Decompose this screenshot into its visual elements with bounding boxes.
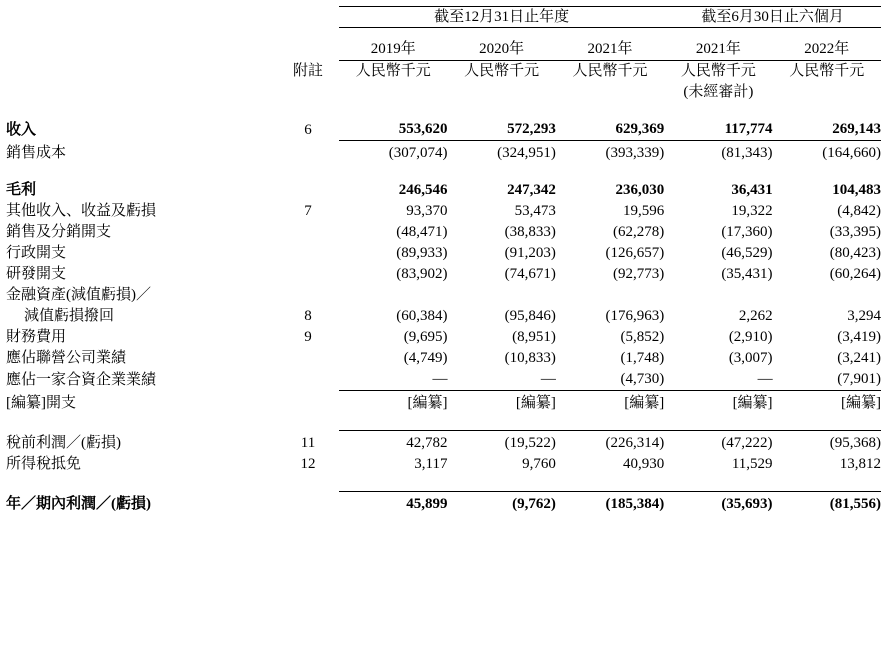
row-value: 45,899 — [339, 492, 447, 516]
row-value: (226,314) — [556, 431, 664, 455]
row-value: (9,695) — [403, 329, 448, 345]
row-value: (5,852) — [620, 329, 665, 345]
row-value: (38,833) — [504, 224, 556, 240]
row-value: 3,294 — [847, 308, 881, 324]
row-value: 9,760 — [522, 456, 556, 472]
row-value: (89,933) — [396, 245, 448, 261]
header-year-2019: 2019年 — [339, 38, 447, 61]
row-value: (46,529) — [721, 245, 773, 261]
row-value: (83,902) — [396, 266, 448, 282]
header-unit-2021-interim: 人民幣千元 — [680, 63, 756, 79]
row-value: [編纂] — [556, 391, 664, 415]
row-value: 93,370 — [406, 203, 448, 219]
row-value: (35,431) — [721, 266, 773, 282]
row-note-ref — [277, 285, 339, 306]
row-label: 毛利 — [6, 182, 37, 198]
row-note-ref: 8 — [304, 308, 312, 324]
row-value: (3,241) — [837, 350, 881, 366]
row-value: (3,419) — [837, 329, 881, 345]
row-value: 19,322 — [731, 203, 773, 219]
row-value: (4,730) — [620, 371, 665, 387]
row-label: 研發開支 — [6, 266, 67, 282]
row-value: (324,951) — [447, 141, 555, 165]
table-row — [6, 243, 881, 264]
row-value: 269,143 — [832, 121, 881, 137]
row-value: [編纂] — [339, 391, 447, 415]
row-value: 246,546 — [398, 182, 448, 198]
table-row — [6, 454, 881, 475]
table-row — [6, 285, 881, 306]
row-label: 稅前利潤／(虧損) — [6, 435, 121, 451]
row-value: 629,369 — [615, 121, 665, 137]
row-value: (17,360) — [721, 224, 773, 240]
header-unaudited-note: (未經審計) — [683, 84, 754, 100]
row-value — [447, 285, 555, 306]
row-value: [編纂] — [773, 391, 881, 415]
row-value: (10,833) — [504, 350, 556, 366]
row-value: (95,846) — [504, 308, 556, 324]
row-note-ref — [277, 141, 339, 165]
row-value: 3,117 — [414, 456, 448, 472]
row-note-ref: 12 — [300, 456, 316, 472]
row-value: (164,660) — [773, 141, 881, 165]
row-note-ref — [277, 180, 339, 201]
row-value: — — [757, 371, 773, 387]
row-value: (60,384) — [396, 308, 448, 324]
row-label: 應佔聯營公司業績 — [6, 350, 127, 366]
row-label: 減值虧損撥回 — [24, 308, 115, 324]
header-year-row — [6, 38, 881, 61]
row-value: (47,222) — [664, 431, 772, 455]
row-label: 銷售成本 — [6, 145, 67, 161]
row-note-ref — [277, 243, 339, 264]
row-value: (81,343) — [664, 141, 772, 165]
row-value — [556, 285, 664, 306]
header-unaudited-row — [6, 82, 881, 103]
row-value: (9,762) — [447, 492, 555, 516]
row-note-ref: 7 — [304, 203, 312, 219]
row-value: 247,342 — [507, 182, 556, 198]
row-value: (126,657) — [605, 245, 665, 261]
row-value: (307,074) — [339, 141, 447, 165]
table-row — [6, 348, 881, 369]
row-value: (48,471) — [396, 224, 448, 240]
row-label: 所得稅抵免 — [6, 456, 82, 472]
row-value: [編纂] — [447, 391, 555, 415]
table-row — [6, 141, 881, 165]
table-row — [6, 180, 881, 201]
row-value: 53,473 — [514, 203, 556, 219]
table-row — [6, 431, 881, 455]
row-value: 553,620 — [398, 121, 448, 137]
row-label: 財務費用 — [6, 329, 67, 345]
row-value: (7,901) — [837, 371, 881, 387]
row-spacer — [6, 414, 881, 431]
row-spacer — [6, 164, 881, 180]
row-value: (92,773) — [612, 266, 665, 282]
header-year-2021: 2021年 — [556, 38, 664, 61]
table-row — [6, 306, 881, 327]
row-label: 銷售及分銷開支 — [6, 224, 112, 240]
body-spacer-row — [6, 103, 881, 119]
row-value — [664, 285, 772, 306]
row-note-ref — [277, 222, 339, 243]
row-note-ref — [277, 348, 339, 369]
row-value — [339, 285, 447, 306]
row-value: (176,963) — [605, 308, 665, 324]
row-value: (2,910) — [728, 329, 773, 345]
row-value: (3,007) — [728, 350, 773, 366]
row-label: 其他收入、收益及虧損 — [6, 203, 157, 219]
row-spacer — [6, 475, 881, 492]
row-value: 236,030 — [615, 182, 665, 198]
row-note-ref — [277, 369, 339, 391]
row-value: 42,782 — [339, 431, 447, 455]
row-value: (33,395) — [829, 224, 881, 240]
row-value: — — [432, 371, 448, 387]
row-value: (4,749) — [403, 350, 448, 366]
table-row — [6, 391, 881, 415]
row-value: 572,293 — [507, 121, 556, 137]
header-unit-2020: 人民幣千元 — [464, 63, 540, 79]
header-group-row — [6, 7, 881, 28]
row-value: 36,431 — [731, 182, 773, 198]
row-value: 104,483 — [832, 182, 881, 198]
row-note-ref: 9 — [304, 329, 312, 345]
row-value: (80,423) — [829, 245, 881, 261]
row-value: 117,774 — [724, 121, 773, 137]
row-note-ref — [277, 391, 339, 415]
row-value: (74,671) — [504, 266, 556, 282]
header-unit-2021: 人民幣千元 — [572, 63, 648, 79]
header-group-annual: 截至12月31日止年度 — [339, 7, 664, 28]
row-value: (19,522) — [447, 431, 555, 455]
row-value: 40,930 — [622, 456, 665, 472]
row-value — [773, 285, 881, 306]
header-spacer-row — [6, 28, 881, 39]
row-value: 11,529 — [731, 456, 773, 472]
table-row — [6, 327, 881, 348]
row-value: (95,368) — [773, 431, 881, 455]
row-note-ref: 6 — [304, 121, 312, 138]
header-unit-2022-interim: 人民幣千元 — [789, 63, 865, 79]
row-label: 行政開支 — [6, 245, 67, 261]
row-value: (81,556) — [773, 492, 881, 516]
row-note-ref — [277, 492, 339, 516]
row-value: (91,203) — [504, 245, 556, 261]
table-row — [6, 201, 881, 222]
table-row — [6, 369, 881, 391]
statement-body — [6, 119, 881, 515]
table-row — [6, 492, 881, 516]
row-value: [編纂] — [664, 391, 772, 415]
header-unit-2019: 人民幣千元 — [355, 63, 431, 79]
row-label: 應佔一家合資企業業績 — [6, 371, 157, 388]
header-unit-row — [6, 61, 881, 83]
row-value: (8,951) — [512, 329, 556, 345]
row-label: [編纂]開支 — [6, 395, 76, 411]
header-year-2022-interim: 2022年 — [773, 38, 881, 61]
row-label: 年／期內利潤／(虧損) — [6, 496, 151, 512]
income-statement-table — [6, 6, 881, 515]
row-value: (62,278) — [612, 224, 665, 240]
row-note-ref — [277, 264, 339, 285]
table-row — [6, 264, 881, 285]
table-row — [6, 119, 881, 141]
row-value: (60,264) — [829, 266, 881, 282]
row-value: 2,262 — [738, 308, 773, 324]
row-label: 金融資產(減值虧損)／ — [6, 287, 151, 303]
row-value: (393,339) — [556, 141, 664, 165]
table-row — [6, 222, 881, 243]
header-year-2021-interim: 2021年 — [664, 38, 772, 61]
row-value: (185,384) — [556, 492, 664, 516]
row-value: 19,596 — [622, 203, 665, 219]
row-value: (1,748) — [620, 350, 665, 366]
header-group-interim: 截至6月30日止六個月 — [664, 7, 881, 28]
row-value: (35,693) — [664, 492, 772, 516]
row-value: 13,812 — [839, 456, 881, 472]
row-note-ref: 11 — [300, 435, 316, 451]
row-value: (4,842) — [837, 203, 881, 219]
header-note-label: 附註 — [293, 63, 324, 79]
row-label: 收入 — [6, 121, 37, 138]
row-value: — — [540, 371, 556, 387]
header-year-2020: 2020年 — [447, 38, 555, 61]
